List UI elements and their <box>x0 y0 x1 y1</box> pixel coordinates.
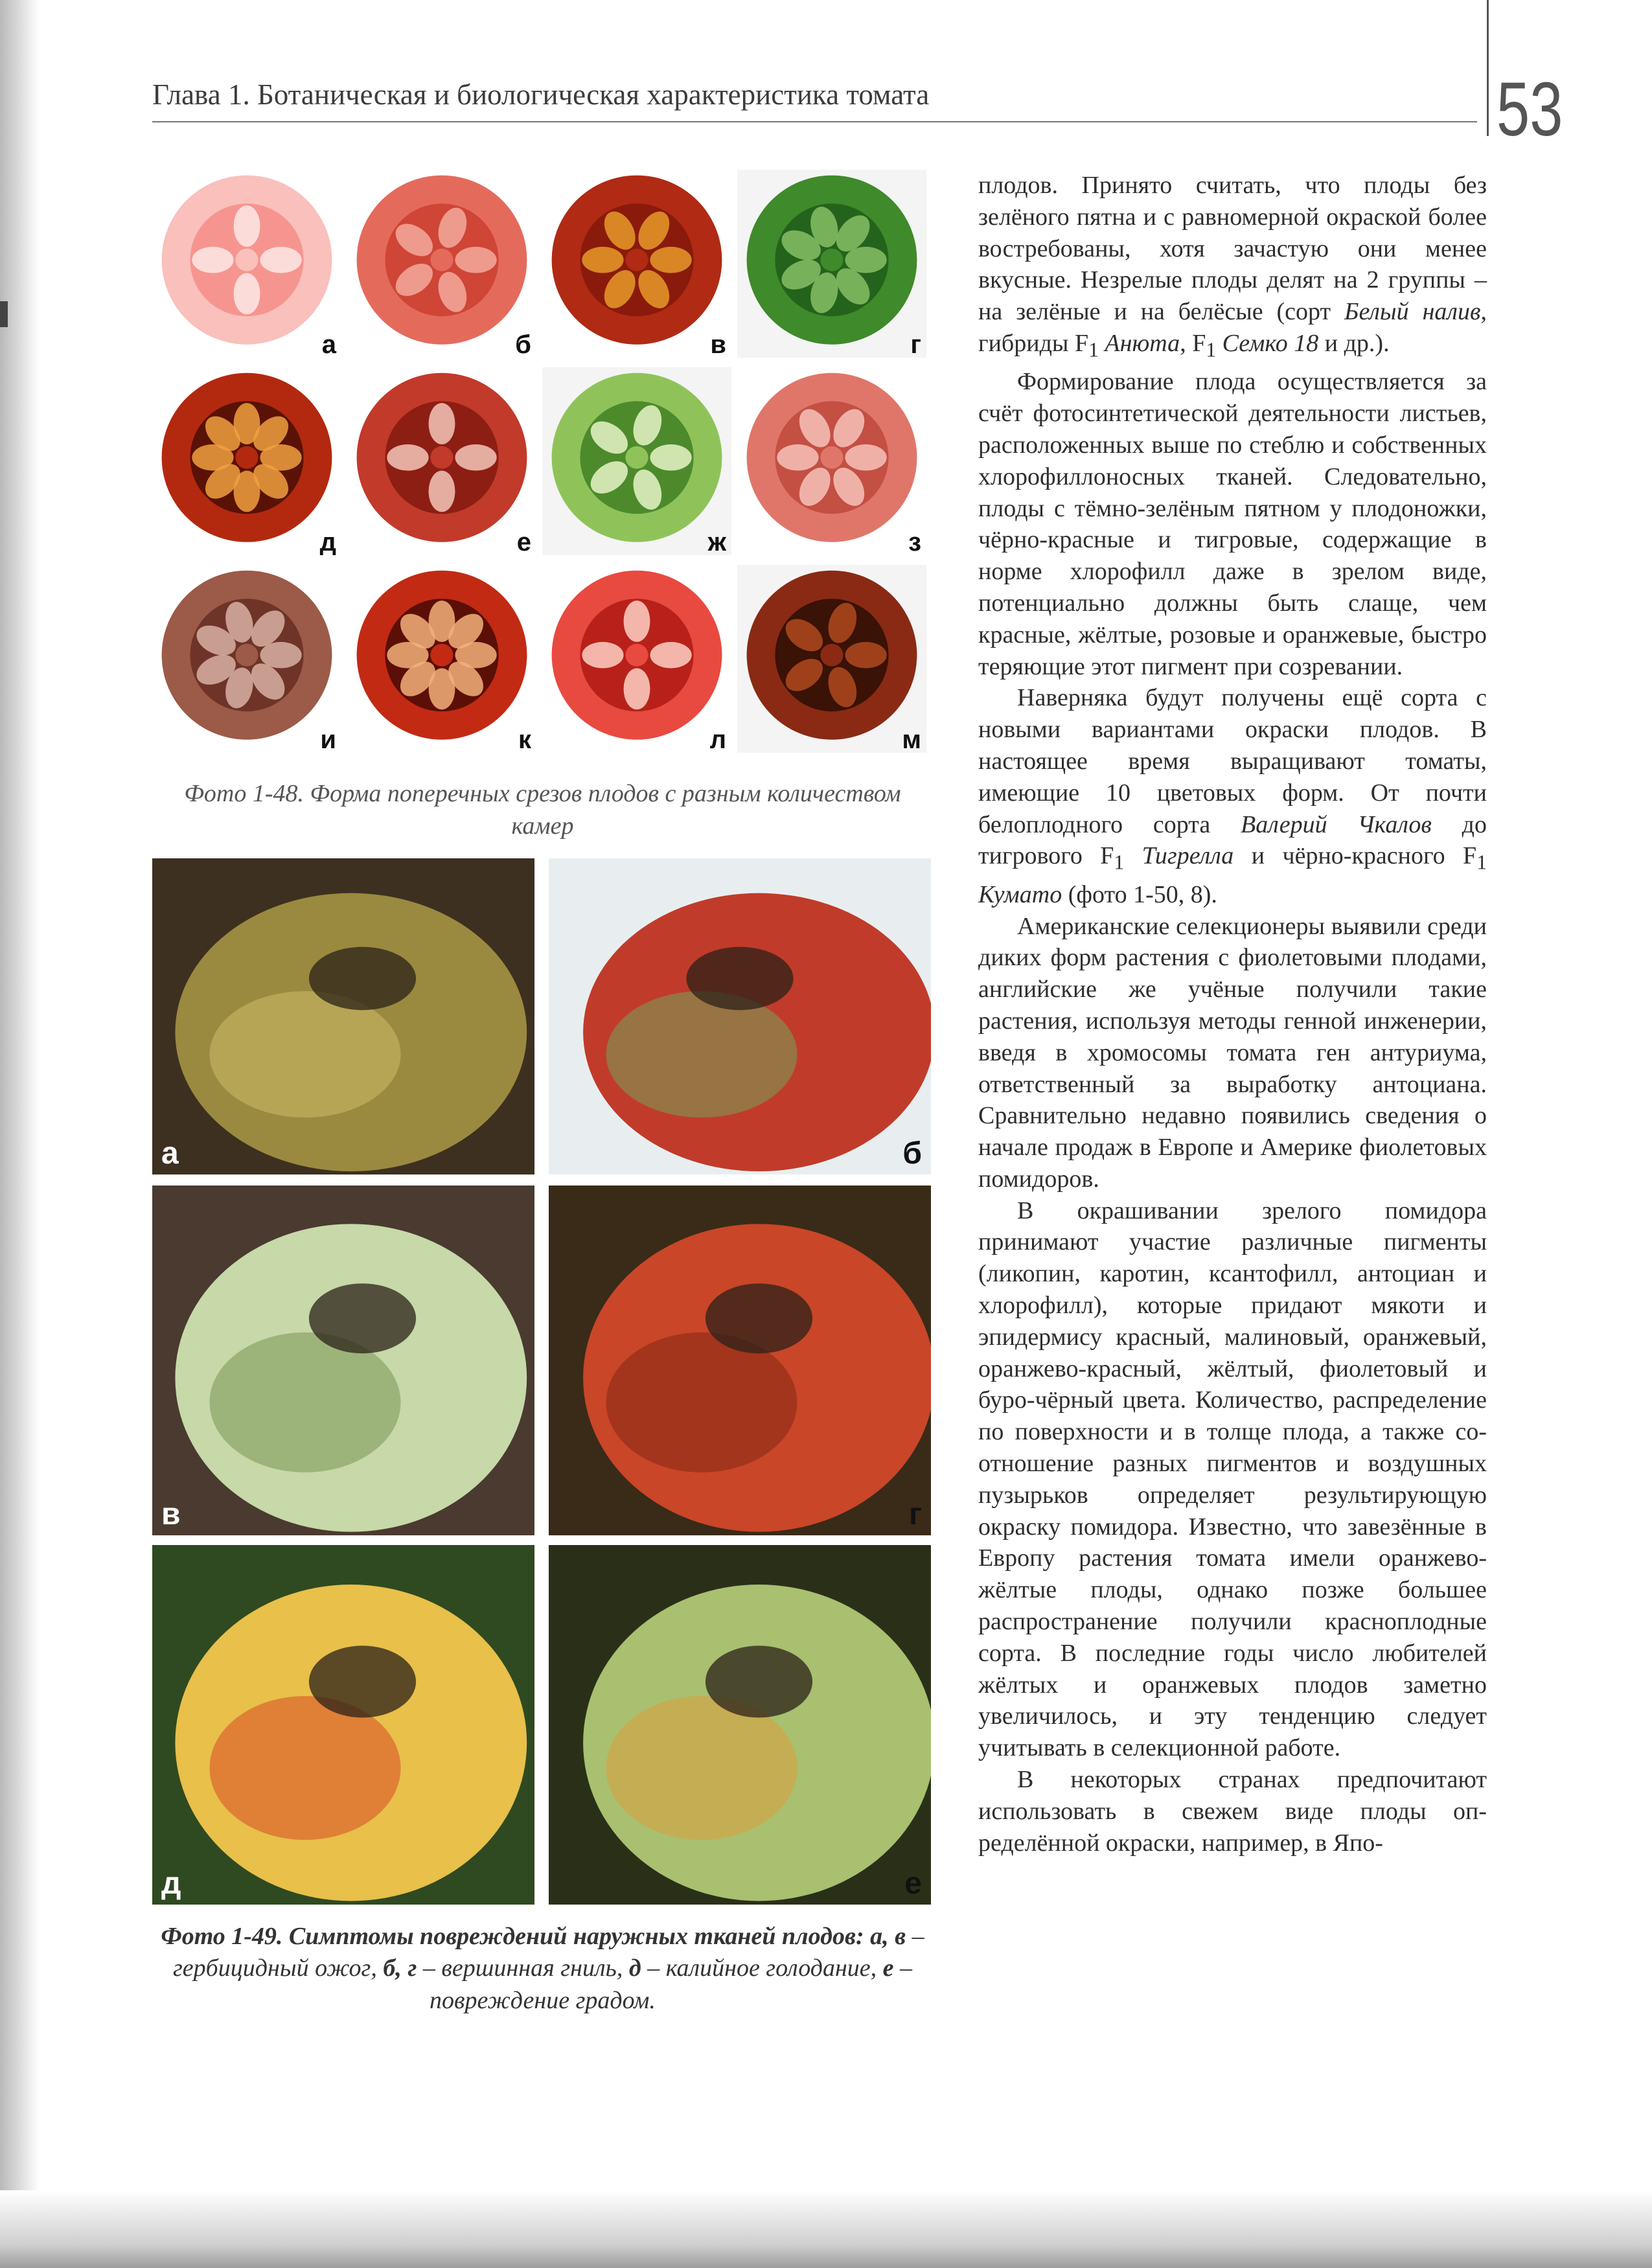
caption-text-1: – гербицидный ожог, <box>172 1923 924 1982</box>
cross-section-photo-1 <box>152 170 341 358</box>
p3-variety: Валерий Чкалов <box>1241 810 1432 838</box>
damage-photo-1 <box>152 858 534 1174</box>
panel-letter: г <box>909 1497 922 1531</box>
p1-variety: Белый налив <box>1344 298 1481 326</box>
tile-letter: л <box>709 726 726 753</box>
p3-hybrid-1: Тигрелла <box>1124 842 1234 870</box>
tile-letter: и <box>320 726 336 753</box>
tile-letter: г <box>910 330 921 358</box>
panel-letter: а <box>161 1136 179 1171</box>
caption-text-2: – вершинная гниль, <box>417 1954 629 1982</box>
p3-sub-2: 1 <box>1476 851 1487 874</box>
tile-letter: м <box>902 726 921 753</box>
tile-letter: ж <box>707 528 726 555</box>
caption-text-3: – калийное голодание, <box>641 1954 883 1982</box>
tile-letter: в <box>710 330 726 358</box>
cross-section-photo-6 <box>347 367 536 555</box>
p1-text-c: , F <box>1180 329 1206 357</box>
photo-1-49-grid <box>152 858 930 1905</box>
cross-section-photo-5 <box>152 367 341 555</box>
p1-hybrid-2: Семко 18 <box>1216 329 1319 357</box>
panel-letter: е <box>904 1866 922 1901</box>
damage-photo-4 <box>549 1186 931 1535</box>
damage-photo-3 <box>152 1186 534 1535</box>
caption-key-b-g: б, г <box>383 1954 417 1982</box>
cross-section-photo-12 <box>737 565 926 753</box>
panel-letter: д <box>161 1866 181 1901</box>
p1-sub-1: 1 <box>1088 338 1099 361</box>
p3-text-d: (фото 1-50, 8). <box>1062 880 1217 908</box>
paragraph-6: В некоторых странах предпочитают использовать в свежем виде плоды определённой окраски, например, в Япо- <box>978 1766 1487 1857</box>
panel-letter: в <box>161 1497 181 1531</box>
cross-section-photo-9 <box>152 565 341 753</box>
p1-text-b: , гибриды F <box>978 298 1487 357</box>
p1-text-a: плодов. Принято считать, что плоды без зелёного пятна и с равномерной окраской более востребованы, хотя зачастую они менее вкусные. Незрелые плоды делят на 2 группы – на зелёные и на белёсые (сорт <box>978 172 1487 326</box>
paragraph-2: Формирование плода осуществляется за счёт фотосинтетической деятельности листьев, расположенных выше по стеблю и собственных хлорофиллоносных тканей. Следовательно, плоды с тёмно-зелёным пятном у плодоножки, чёрно-красные и тигровые, содержащие в норме хлорофилл даже в зрелом виде, потенциально должны быть слаще, чем красные, жёлтые, розовые и оранжевые, быстро теряющие этот пигмент при созревании. <box>978 368 1487 680</box>
cross-section-photo-4 <box>737 170 926 358</box>
paragraph-5: В окрашивании зрелого помидора принимают участие различные пигменты (ликопин, каротин, ксантофилл, антоциан и хлорофилл), которые придают мякоти и эпидермису красный, малиновый, оранжевый, оранжево-красный, жёлтый, фиолетовый и буро-чёрный цвета. Количество, распределение по поверхности и в толще плода, а также соотношение разных пигментов и воздушных пузырьков определяет результирующую окраску помидора. Известно, что завезённые в Европу растения томата имели оранжево-жёлтые плоды, однако позже большее распространение получили красноплодные сорта. В последние годы число любителей жёлтых и оранжевых плодов заметно увеличилось, и эту тенденцию следует учитывать в селекционной работе. <box>978 1197 1487 1762</box>
page-bottom-shadow <box>0 2190 1652 2268</box>
page-gutter-shadow <box>0 0 39 2268</box>
damage-photo-6 <box>549 1545 931 1905</box>
damage-photo-5 <box>152 1545 534 1905</box>
p3-text-a: Наверняка будут получены ещё сорта с новыми вариантами окраски плодов. В настоящее время выращивают томаты, имеющие 10 цветовых форм. От почти белоплодного сорта <box>978 684 1487 838</box>
tile-letter: к <box>518 726 531 753</box>
paragraph-4: Американские селекционеры выявили среди диких форм растения с фиолетовыми плодами, английские же учёные получили такие растения, используя методы генной инженерии, введя в хромосомы томата ген антуриума, ответственный за выработку антоциана. Сравнительно недавно появились сведения о начале продаж в Европе и Америке фиолетовых помидоров. <box>978 912 1487 1193</box>
tile-letter: д <box>319 528 336 555</box>
caption-key-d: д <box>628 1954 641 1982</box>
caption-key-e: е <box>882 1954 894 1982</box>
photo-1-49-caption <box>152 1921 933 2017</box>
cross-section-photo-7 <box>542 367 731 555</box>
caption-title: Симптомы повреждений наружных тканей плодов: <box>282 1923 871 1950</box>
p1-hybrid-1: Анюта <box>1098 329 1180 357</box>
p3-text-b: до тигрового F <box>978 810 1487 870</box>
cross-section-photo-8 <box>737 367 926 555</box>
p1-sub-2: 1 <box>1206 338 1217 361</box>
tile-letter: з <box>908 528 921 555</box>
caption-key-a-v: а, в <box>870 1923 906 1950</box>
page-edge-line <box>1487 0 1489 136</box>
paragraph-3 <box>978 682 1487 910</box>
caption-text-4: – повреждение градом. <box>430 1954 913 2014</box>
p3-sub-1: 1 <box>1114 851 1125 874</box>
page-number: 53 <box>1497 67 1563 152</box>
damage-photo-2 <box>549 858 931 1174</box>
chapter-header: Глава 1. Ботаническая и биологическая характеристика томата <box>152 78 930 111</box>
panel-letter: б <box>902 1136 922 1171</box>
p1-text-d: и др.). <box>1318 329 1390 357</box>
body-text-column <box>978 170 1487 1859</box>
photo-1-48-grid <box>152 170 933 753</box>
tile-letter: е <box>516 528 531 555</box>
cross-section-photo-10 <box>347 565 536 753</box>
tile-letter: а <box>321 330 336 358</box>
p3-text-c: и чёрно-красного F <box>1233 842 1477 870</box>
cross-section-photo-2 <box>347 170 536 358</box>
cross-section-photo-11 <box>542 565 731 753</box>
cross-section-photo-3 <box>542 170 731 358</box>
caption-number: Фото 1-49. <box>161 1923 283 1950</box>
paragraph-1 <box>978 170 1487 366</box>
photo-1-48-caption: Фото 1-48. Форма поперечных срезов плодов с разным количеством камер <box>184 780 901 840</box>
tile-letter: б <box>515 330 531 358</box>
p3-hybrid-2: Кумато <box>978 880 1062 908</box>
header-rule <box>152 121 1477 122</box>
edge-mark <box>0 301 8 327</box>
